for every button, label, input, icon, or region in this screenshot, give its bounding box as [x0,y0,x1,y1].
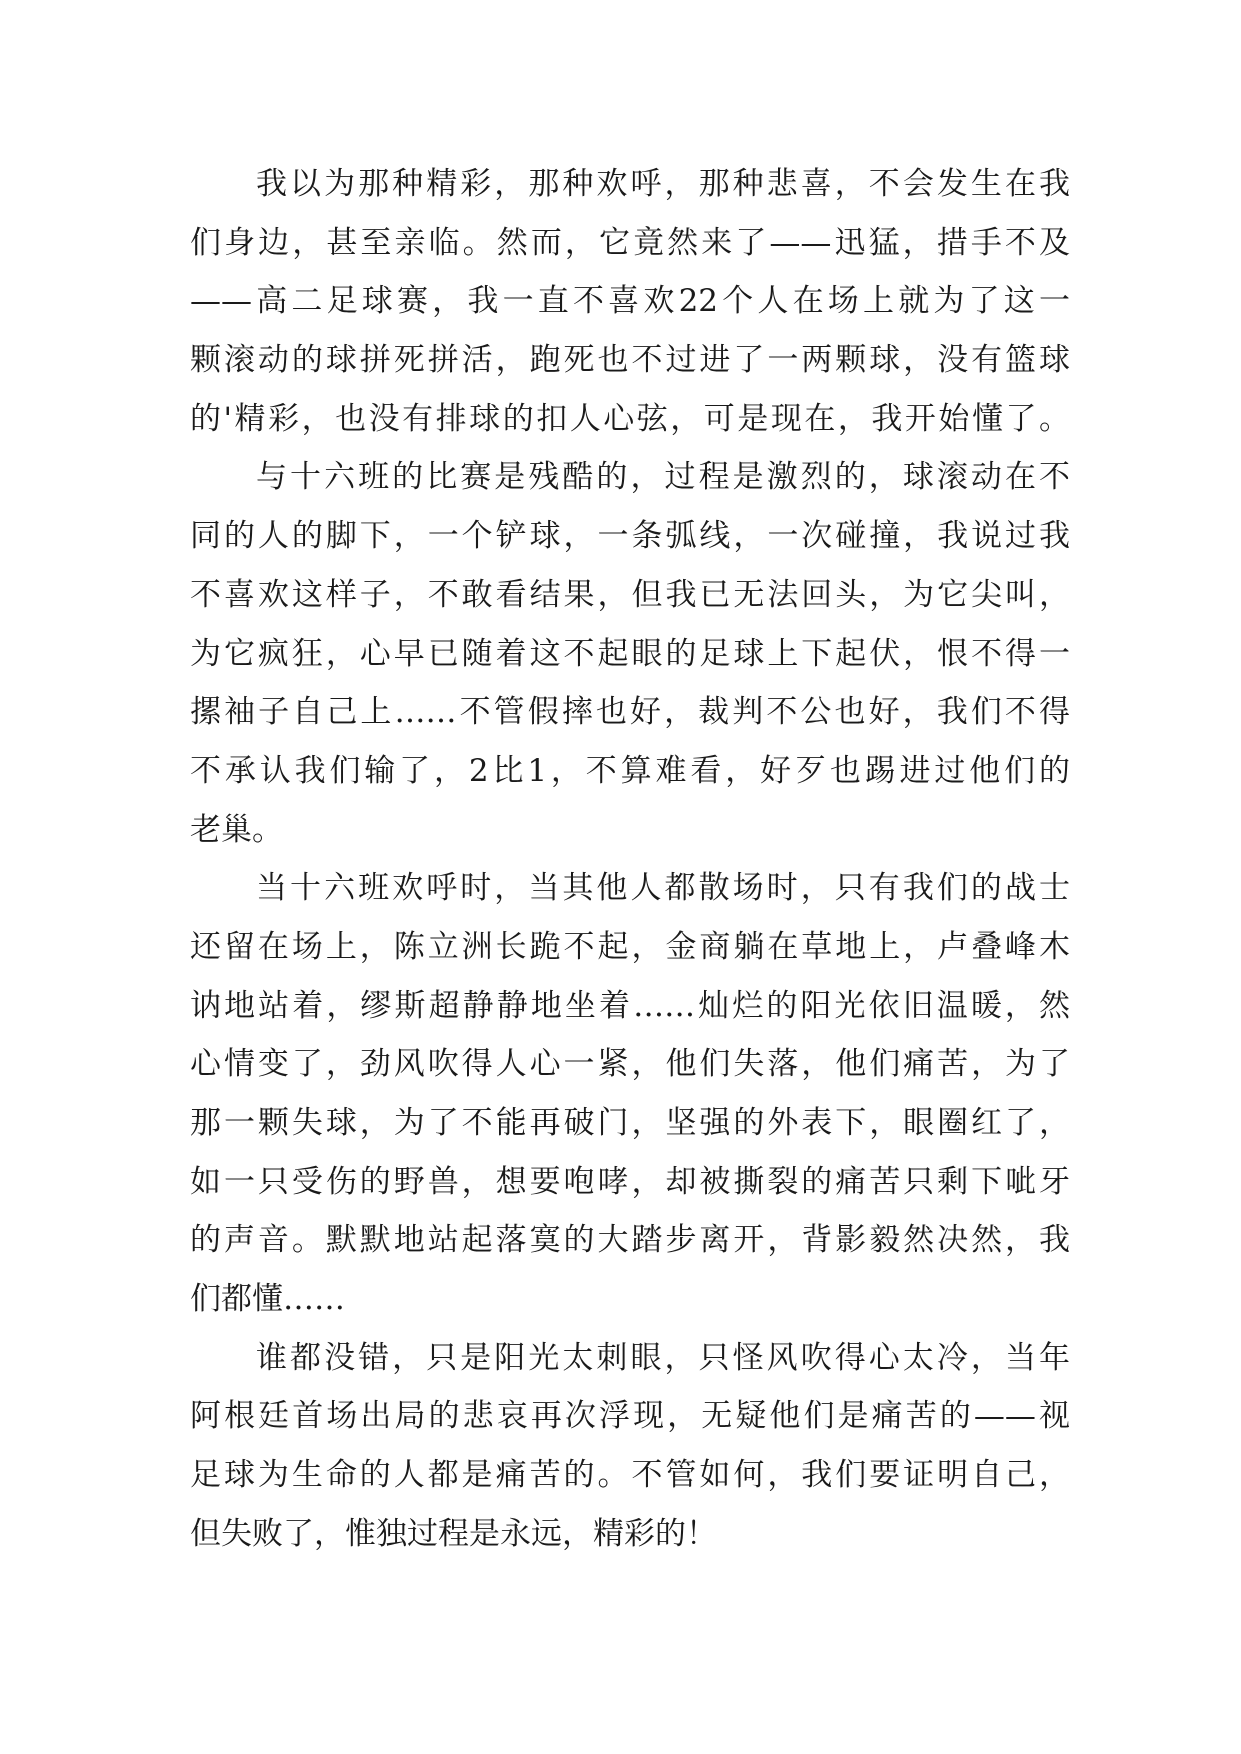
paragraph-3-line-1: 当十六班欢呼时，当其他人都散场时，只有我们的战士 [256,870,1070,907]
paragraph-1-line-5: 的'精彩，也没有排球的扣人心弦，可是现在，我开始懂了。 [190,400,1070,437]
paragraph-3-line-5: 那一颗失球，为了不能再破门，坚强的外表下，眼圈红了， [190,1105,1070,1141]
paragraph-3-line-2: 还留在场上，陈立洲长跪不起，金商躺在草地上，卢叠峰木 [190,928,1070,965]
paragraph-2-line-5: 摞袖子自己上……不管假摔也好，裁判不公也好，我们不得 [190,694,1070,731]
paragraph-1-line-1: 我以为那种精彩，那种欢呼，那种悲喜，不会发生在我 [256,166,1070,202]
paragraph-4-line-2: 阿根廷首场出局的悲哀再次浮现，无疑他们是痛苦的——视 [190,1398,1070,1435]
paragraph-1-line-2: 们身边，甚至亲临。然而，它竟然来了——迅猛，措手不及 [190,224,1070,261]
paragraph-3-line-8: 们都懂…… [190,1281,345,1318]
paragraph-4-line-1: 谁都没错，只是阳光太刺眼，只怪风吹得心太冷，当年 [256,1339,1070,1376]
paragraph-4-line-3: 足球为生命的人都是痛苦的。不管如何，我们要证明自己， [190,1457,1070,1494]
paragraph-4-line-4: 但失败了，惟独过程是永远，精彩的！ [190,1515,717,1552]
paragraph-2-line-6: 不承认我们输了，2比1，不算难看，好歹也踢进过他们的 [190,752,1070,789]
article-body [190,155,1070,1564]
paragraph-3-line-4: 心情变了，劲风吹得人心一紧，他们失落，他们痛苦，为了 [190,1046,1070,1083]
paragraph-1-line-4: 颗滚动的球拼死拼活，跑死也不过进了一两颗球，没有篮球 [190,342,1070,379]
paragraph-2-line-4: 为它疯狂，心早已随着这不起眼的足球上下起伏，恨不得一 [190,635,1070,672]
paragraph-2-line-1: 与十六班的比赛是残酷的，过程是激烈的，球滚动在不 [256,459,1070,496]
paragraph-1-line-3: ——高二足球赛，我一直不喜欢22个人在场上就为了这一 [190,283,1070,320]
paragraph-3-line-7: 的声音。默默地站起落寞的大踏步离开，背影毅然决然，我 [190,1222,1070,1259]
paragraph-2-line-7: 老巢。 [190,811,283,848]
paragraph-3-line-6: 如一只受伤的野兽，想要咆哮，却被撕裂的痛苦只剩下呲牙 [190,1163,1070,1200]
paragraph-2-line-2: 同的人的脚下，一个铲球，一条弧线，一次碰撞，我说过我 [190,518,1070,555]
paragraph-2-line-3: 不喜欢这样子，不敢看结果，但我已无法回头，为它尖叫， [190,576,1070,613]
paragraph-3-line-3: 讷地站着，缪斯超静静地坐着……灿烂的阳光依旧温暖，然 [190,987,1070,1024]
